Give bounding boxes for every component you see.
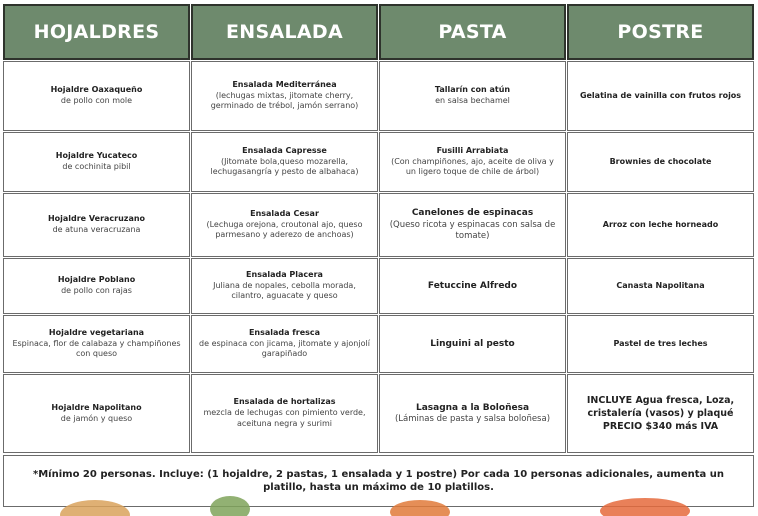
item-title: Hojaldre vegetariana: [48, 327, 145, 337]
menu-item: [379, 315, 566, 373]
item-title: Ensalada Capresse: [242, 145, 327, 155]
item-title: Hojaldre Yucateco: [55, 151, 138, 161]
item-title: Canasta Napolitana: [616, 280, 705, 290]
menu-item: [379, 61, 566, 131]
header-pasta: PASTA: [379, 4, 566, 60]
menu-item: [191, 61, 378, 131]
menu-item: [191, 315, 378, 373]
item-title: Fusilli Arrabiata: [436, 145, 509, 155]
menu-table: [3, 4, 754, 453]
menu-body: [3, 60, 754, 453]
item-title: Ensalada Cesar: [250, 208, 319, 218]
menu-item: [379, 258, 566, 314]
menu-item: [379, 132, 566, 192]
item-title: Hojaldre Veracruzano: [47, 214, 146, 224]
item-description: (Lechuga orejona, croutonal ajo, queso parmesano y aderezo de anchoas): [206, 219, 363, 240]
item-description: (Láminas de pasta y salsa boloñesa): [394, 413, 551, 424]
item-description: de espinaca con jicama, jitomate y ajonjolí garapiñado: [199, 338, 370, 359]
item-description: de jamón y queso: [60, 413, 133, 423]
food-decoration-greens: [210, 496, 250, 516]
item-description: (Queso ricota y espinacas con salsa de tomate): [389, 219, 556, 242]
item-description: de cochinita pibil: [62, 162, 131, 171]
item-title: Ensalada Placera: [246, 269, 323, 279]
menu-item: [3, 374, 190, 453]
item-title: Hojaldre Napolitano: [51, 402, 142, 412]
menu-item: [379, 193, 566, 257]
item-description: en salsa bechamel: [435, 96, 510, 105]
item-title: Hojaldre Poblano: [57, 275, 136, 285]
item-title: Hojaldre Oaxaqueño: [50, 85, 143, 95]
includes-price-text: INCLUYE Agua fresca, Loza, cristalería (vasos) y plaqué PRECIO $340 más IVA: [586, 394, 735, 433]
item-description: de atuna veracruzana: [52, 225, 141, 234]
column-ensalada: [191, 60, 378, 453]
item-description: Espinaca, flor de calabaza y champiñones con queso: [12, 338, 181, 359]
menu-item: [3, 132, 190, 192]
menu-header-row: [3, 4, 754, 60]
includes-price-cell: [567, 374, 754, 453]
menu-item: [3, 61, 190, 131]
item-description: (Con champiñones, ajo, aceite de oliva y un ligero toque de chile de árbol): [391, 156, 554, 177]
item-description: (lechugas mixtas, jitomate cherry, germinado de trébol, jamón serrano): [210, 90, 359, 111]
menu-item: [379, 374, 566, 453]
menu-item: [567, 132, 754, 192]
menu-item: [3, 258, 190, 314]
item-description: mezcla de lechugas con pimiento verde, aceituna negra y surimi: [203, 408, 366, 428]
item-description: (Jitomate bola,queso mozarella, lechugasangría y pesto de albahaca): [210, 156, 359, 177]
menu-item: [191, 132, 378, 192]
menu-item: [567, 258, 754, 314]
item-description: Juliana de nopales, cebolla morada, cilantro, aguacate y queso: [213, 280, 356, 301]
menu-item: [191, 258, 378, 314]
header-postre: POSTRE: [567, 4, 754, 60]
item-title: Ensalada fresca: [248, 327, 321, 337]
footer-note: *Mínimo 20 personas. Incluye: (1 hojaldre, 2 pastas, 1 ensalada y 1 postre) Por cada 10 personas adicionales, aumenta un platillo, hasta un máximo de 10 platillos.: [3, 455, 754, 507]
item-title: Gelatina de vainilla con frutos rojos: [579, 90, 742, 100]
item-title: Tallarín con atún: [434, 85, 511, 95]
menu-item: [191, 193, 378, 257]
item-description: de pollo con rajas: [61, 286, 132, 295]
menu-item: [567, 193, 754, 257]
column-hojaldres: [3, 60, 190, 453]
item-title: Brownies de chocolate: [609, 156, 712, 166]
item-title: Canelones de espinacas: [411, 208, 534, 219]
column-pasta: [379, 60, 566, 453]
menu-item: [567, 315, 754, 373]
menu-item: [567, 61, 754, 131]
header-ensalada: ENSALADA: [191, 4, 378, 60]
column-postre: [567, 60, 754, 453]
menu-item: [3, 315, 190, 373]
menu-item: [3, 193, 190, 257]
item-description: de pollo con mole: [60, 96, 133, 105]
item-title: Lasagna a la Boloñesa: [415, 402, 530, 413]
menu-item: [191, 374, 378, 453]
item-title: Pastel de tres leches: [613, 338, 708, 348]
item-title: Arroz con leche horneado: [602, 219, 719, 229]
item-title: Ensalada de hortalizas: [233, 397, 336, 407]
item-title: Fetuccine Alfredo: [427, 280, 518, 291]
header-hojaldres: HOJALDRES: [3, 4, 190, 60]
item-title: Linguini al pesto: [430, 338, 515, 349]
item-title: Ensalada Mediterránea: [232, 79, 337, 89]
